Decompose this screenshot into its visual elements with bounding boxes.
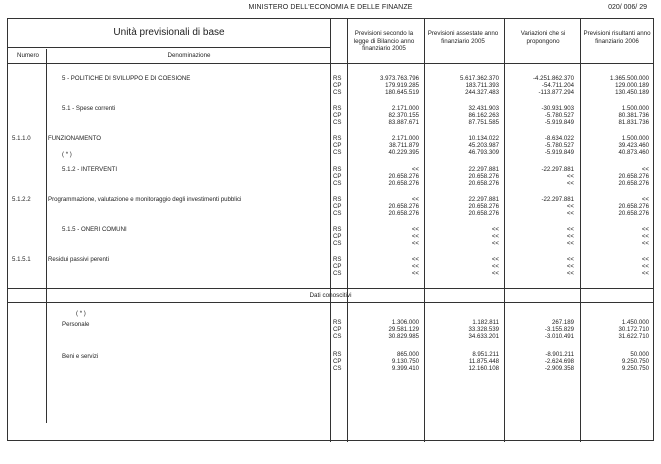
value-cell: 5.617.362.370 bbox=[460, 75, 499, 82]
value-cell: 46.793.309 bbox=[468, 149, 499, 156]
value-cell: 129.000.189 bbox=[615, 82, 649, 89]
value-cell: 3.973.763.796 bbox=[380, 75, 419, 82]
row-code: CS bbox=[333, 119, 342, 126]
value-cell: << bbox=[641, 240, 649, 247]
row-code: CS bbox=[333, 365, 342, 372]
row-code: RS bbox=[333, 196, 342, 203]
value-cell: -3.155.829 bbox=[544, 326, 574, 333]
value-cell: 39.423.460 bbox=[618, 142, 649, 149]
header-bottom-line bbox=[8, 63, 653, 64]
value-cell: << bbox=[411, 233, 419, 240]
value-cell: << bbox=[491, 256, 499, 263]
column-divider bbox=[347, 19, 348, 442]
value-cell: << bbox=[641, 233, 649, 240]
value-cell: 87.751.585 bbox=[468, 119, 499, 126]
value-cell: << bbox=[491, 226, 499, 233]
value-cell: 10.134.022 bbox=[468, 135, 499, 142]
value-cell: << bbox=[641, 166, 649, 173]
row-code: RS bbox=[333, 351, 342, 358]
value-cell: 20.658.276 bbox=[618, 210, 649, 217]
value-cell: -3.010.491 bbox=[544, 333, 574, 340]
value-cell: << bbox=[641, 226, 649, 233]
row-code: CS bbox=[333, 149, 342, 156]
value-cell: << bbox=[411, 256, 419, 263]
value-cell: 9.399.410 bbox=[391, 365, 419, 372]
value-cell: << bbox=[411, 263, 419, 270]
column-divider bbox=[580, 19, 581, 442]
row-code: CP bbox=[333, 112, 342, 119]
value-cell: 29.581.129 bbox=[388, 326, 419, 333]
row-denominazione: 5 - POLITICHE DI SVILUPPO E DI COESIONE bbox=[62, 75, 191, 82]
value-cell: 9.130.750 bbox=[391, 358, 419, 365]
value-cell: << bbox=[491, 233, 499, 240]
value-cell: 11.875.448 bbox=[468, 358, 499, 365]
row-denominazione: FUNZIONAMENTO bbox=[48, 135, 102, 142]
value-cell: << bbox=[491, 270, 499, 277]
row-code: RS bbox=[333, 75, 342, 82]
row-code: CP bbox=[333, 263, 342, 270]
value-cell: 20.658.276 bbox=[618, 203, 649, 210]
value-cell: << bbox=[566, 210, 574, 217]
row-code: CP bbox=[333, 233, 342, 240]
row-denominazione: Residui passivi perenti bbox=[48, 256, 109, 263]
value-cell: << bbox=[411, 226, 419, 233]
value-cell: 40.873.460 bbox=[618, 149, 649, 156]
value-cell: -22.297.881 bbox=[541, 166, 574, 173]
value-cell: -5.919.849 bbox=[544, 119, 574, 126]
row-code: CP bbox=[333, 82, 342, 89]
value-cell: 1.500.000 bbox=[621, 135, 649, 142]
row-code: CS bbox=[333, 210, 342, 217]
value-cell: -30.931.903 bbox=[541, 105, 574, 112]
dati-title-line bbox=[8, 302, 653, 303]
row-code: CS bbox=[333, 89, 342, 96]
column-divider bbox=[504, 19, 505, 442]
row-code: CP bbox=[333, 142, 342, 149]
value-cell: 80.381.736 bbox=[618, 112, 649, 119]
value-cell: 34.633.201 bbox=[468, 333, 499, 340]
row-denominazione: 5.1 - Spese correnti bbox=[62, 105, 116, 112]
row-denominazione: 5.1.2 - INTERVENTI bbox=[62, 166, 118, 173]
row-denominazione: 5.1.5 - ONERI COMUNI bbox=[62, 226, 127, 233]
value-cell: 179.919.285 bbox=[385, 82, 419, 89]
assestate-2005-header: Previsioni assestate anno finanziario 2005 bbox=[427, 30, 499, 45]
page-reference: 020/ 006/ 29 bbox=[608, 4, 647, 11]
value-cell: << bbox=[566, 240, 574, 247]
value-cell: 20.658.276 bbox=[468, 180, 499, 187]
value-cell: 50.000 bbox=[630, 351, 649, 358]
previsioni-2005-header: Previsioni secondo la legge di Bilancio anno finanziario 2005 bbox=[353, 30, 415, 52]
value-cell: 180.645.519 bbox=[385, 89, 419, 96]
row-code: RS bbox=[333, 319, 342, 326]
risultanti-2006-header: Previsioni risultanti anno finanziario 2006 bbox=[583, 30, 651, 45]
value-cell: << bbox=[641, 256, 649, 263]
value-cell: 20.658.276 bbox=[468, 210, 499, 217]
column-divider bbox=[46, 49, 47, 423]
value-cell: << bbox=[566, 233, 574, 240]
value-cell: 31.622.710 bbox=[618, 333, 649, 340]
value-cell: 20.658.276 bbox=[618, 180, 649, 187]
value-cell: << bbox=[566, 180, 574, 187]
row-code: CS bbox=[333, 180, 342, 187]
value-cell: 9.250.750 bbox=[621, 365, 649, 372]
value-cell: 82.370.155 bbox=[388, 112, 419, 119]
value-cell: 22.297.881 bbox=[468, 166, 499, 173]
variazioni-header: Variazioni che si propongono bbox=[520, 30, 566, 45]
value-cell: << bbox=[641, 263, 649, 270]
column-divider bbox=[424, 19, 425, 442]
row-code: RS bbox=[333, 166, 342, 173]
dati-denominazione: Personale bbox=[62, 321, 90, 328]
row-code: CS bbox=[333, 333, 342, 340]
value-cell: -54.711.204 bbox=[541, 82, 574, 89]
row-code: CS bbox=[333, 270, 342, 277]
dati-top-line bbox=[8, 288, 653, 289]
value-cell: 30.829.985 bbox=[388, 333, 419, 340]
row-code: CP bbox=[333, 173, 342, 180]
value-cell: 81.831.736 bbox=[618, 119, 649, 126]
value-cell: 12.160.108 bbox=[468, 365, 499, 372]
dati-denominazione: Beni e servizi bbox=[62, 353, 99, 360]
dati-marker: ( * ) bbox=[76, 310, 86, 317]
value-cell: -4.251.862.370 bbox=[533, 75, 574, 82]
row-number: 5.1.1.0 bbox=[12, 135, 31, 142]
value-cell: 2.171.000 bbox=[391, 105, 419, 112]
value-cell: 20.658.276 bbox=[468, 173, 499, 180]
row-marker: ( * ) bbox=[62, 151, 72, 158]
row-number: 5.1.2.2 bbox=[12, 196, 31, 203]
value-cell: 130.450.189 bbox=[615, 89, 649, 96]
value-cell: 22.297.881 bbox=[468, 196, 499, 203]
value-cell: 8.951.211 bbox=[472, 351, 499, 358]
value-cell: 32.431.903 bbox=[468, 105, 499, 112]
value-cell: 2.171.000 bbox=[391, 135, 419, 142]
ministry-title: MINISTERO DELL'ECONOMIA E DELLE FINANZE bbox=[248, 4, 413, 11]
value-cell: << bbox=[566, 256, 574, 263]
budget-table bbox=[7, 18, 654, 441]
value-cell: 1.306.000 bbox=[391, 319, 419, 326]
value-cell: << bbox=[566, 263, 574, 270]
value-cell: << bbox=[411, 166, 419, 173]
value-cell: 1.450.000 bbox=[621, 319, 649, 326]
value-cell: 9.250.750 bbox=[621, 358, 649, 365]
value-cell: -8.634.022 bbox=[544, 135, 574, 142]
value-cell: << bbox=[411, 240, 419, 247]
value-cell: 40.229.395 bbox=[388, 149, 419, 156]
value-cell: -5.919.849 bbox=[544, 149, 574, 156]
unita-header: Unità previsionali di base bbox=[113, 27, 225, 38]
value-cell: 1.365.500.000 bbox=[610, 75, 649, 82]
value-cell: 1.182.811 bbox=[472, 319, 499, 326]
value-cell: 1.500.000 bbox=[621, 105, 649, 112]
value-cell: << bbox=[411, 270, 419, 277]
value-cell: 33.328.539 bbox=[468, 326, 499, 333]
value-cell: -2.624.698 bbox=[544, 358, 574, 365]
value-cell: 30.172.710 bbox=[618, 326, 649, 333]
value-cell: << bbox=[641, 270, 649, 277]
value-cell: -5.780.527 bbox=[544, 112, 574, 119]
column-divider bbox=[330, 19, 331, 442]
row-code: CP bbox=[333, 326, 342, 333]
value-cell: 267.189 bbox=[551, 319, 574, 326]
value-cell: 20.658.276 bbox=[388, 210, 419, 217]
value-cell: 20.658.276 bbox=[468, 203, 499, 210]
value-cell: -5.780.527 bbox=[544, 142, 574, 149]
value-cell: << bbox=[566, 270, 574, 277]
row-code: RS bbox=[333, 135, 342, 142]
value-cell: << bbox=[491, 240, 499, 247]
value-cell: 38.711.879 bbox=[388, 142, 419, 149]
row-code: CP bbox=[333, 358, 342, 365]
value-cell: 20.658.276 bbox=[388, 180, 419, 187]
value-cell: 20.658.276 bbox=[618, 173, 649, 180]
value-cell: 83.887.671 bbox=[388, 119, 419, 126]
value-cell: << bbox=[411, 196, 419, 203]
value-cell: << bbox=[566, 203, 574, 210]
header-divider bbox=[8, 47, 330, 48]
row-code: RS bbox=[333, 226, 342, 233]
value-cell: << bbox=[566, 226, 574, 233]
row-code: RS bbox=[333, 105, 342, 112]
denominazione-header: Denominazione bbox=[167, 52, 211, 59]
row-code: CP bbox=[333, 203, 342, 210]
value-cell: -2.909.358 bbox=[544, 365, 574, 372]
row-code: CS bbox=[333, 240, 342, 247]
value-cell: -22.297.881 bbox=[541, 196, 574, 203]
value-cell: 20.658.276 bbox=[388, 203, 419, 210]
value-cell: 45.203.987 bbox=[468, 142, 499, 149]
value-cell: << bbox=[491, 263, 499, 270]
value-cell: 244.327.483 bbox=[465, 89, 499, 96]
row-number: 5.1.5.1 bbox=[12, 256, 31, 263]
value-cell: -8.901.211 bbox=[545, 351, 574, 358]
value-cell: 183.711.393 bbox=[465, 82, 499, 89]
value-cell: 86.162.263 bbox=[468, 112, 499, 119]
value-cell: << bbox=[566, 173, 574, 180]
value-cell: 865.000 bbox=[396, 351, 419, 358]
row-denominazione: Programmazione, valutazione e monitoraggio degli investimenti pubblici bbox=[48, 196, 242, 203]
row-code: RS bbox=[333, 256, 342, 263]
numero-header: Numero bbox=[16, 52, 39, 59]
value-cell: 20.658.276 bbox=[388, 173, 419, 180]
value-cell: << bbox=[641, 196, 649, 203]
value-cell: -113.877.294 bbox=[538, 89, 574, 96]
dati-title: Dati conoscitivi bbox=[309, 292, 352, 299]
